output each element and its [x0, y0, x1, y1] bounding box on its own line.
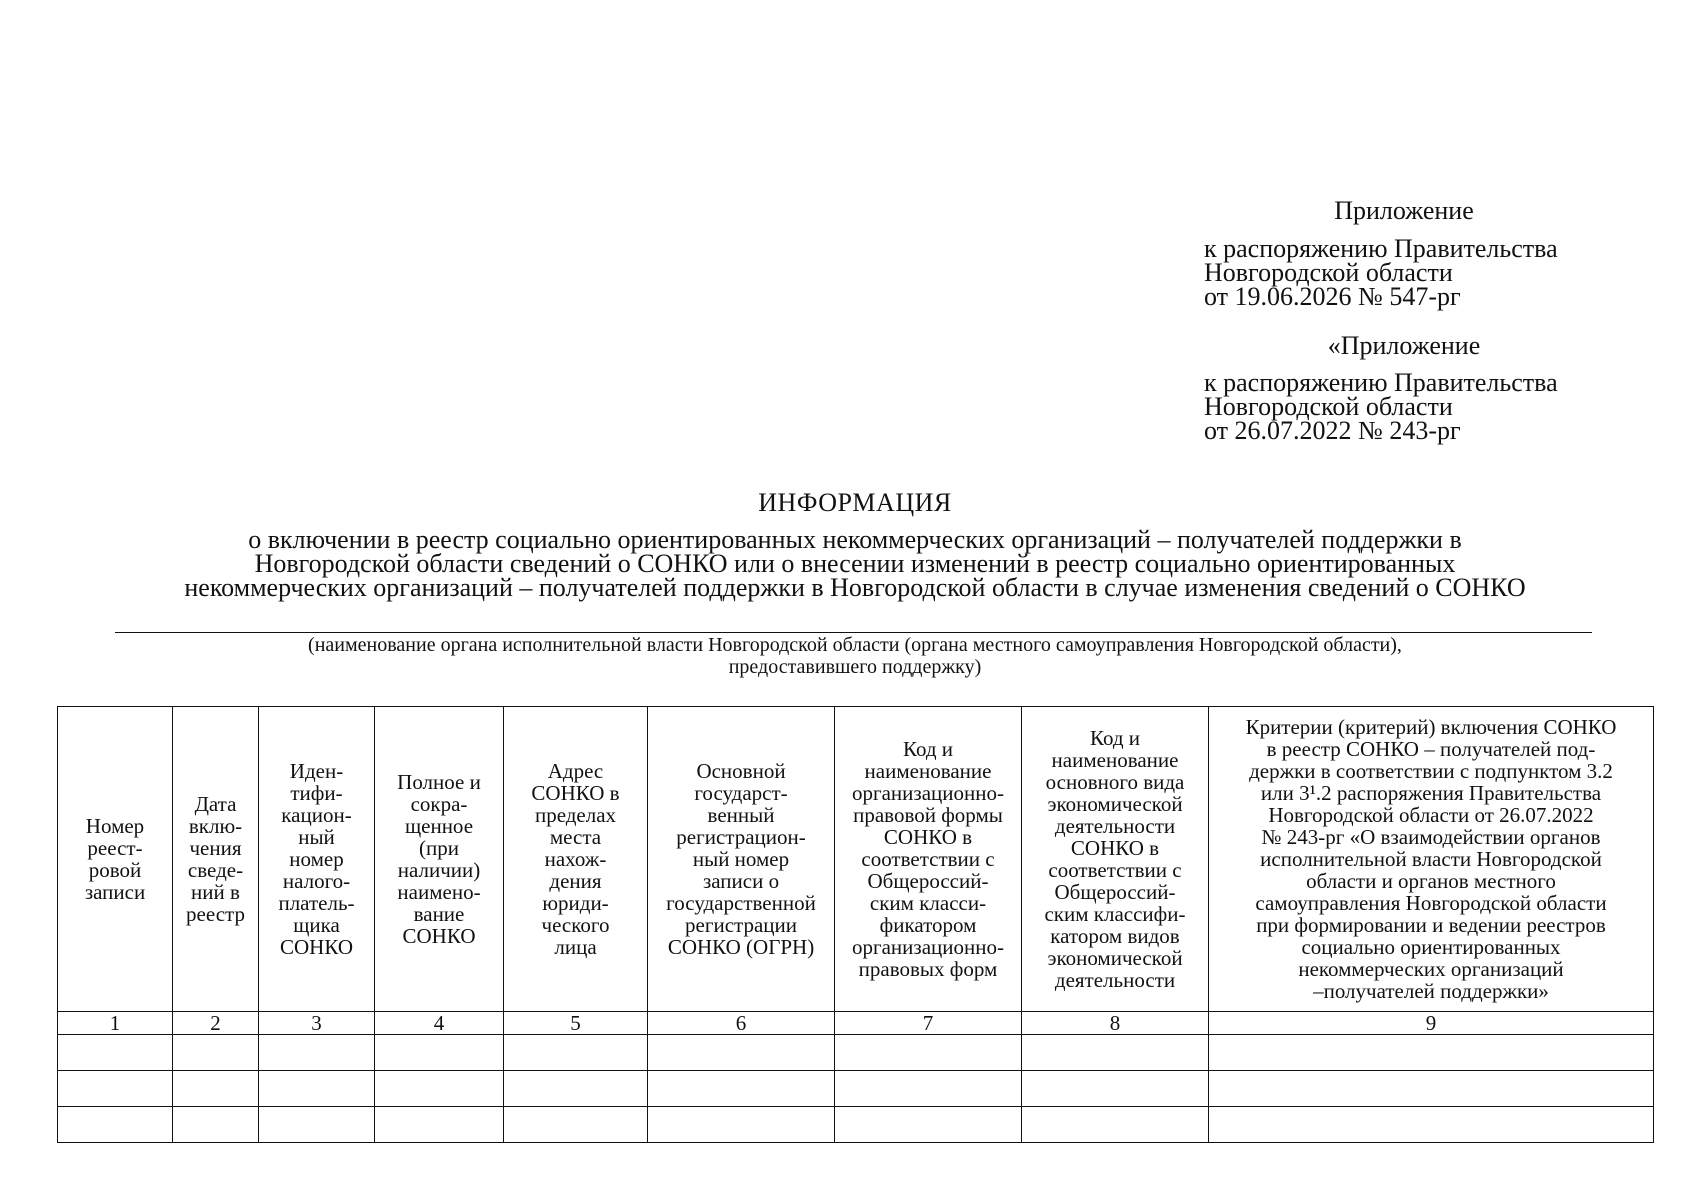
authority-caption-line: (наименование органа исполнительной власти Новгородской области (органа местного самоуправления Новгородской области), [308, 634, 1402, 656]
subtitle-line: некоммерческих организаций – получателей поддержки в Новгородской области в случае изменения сведений о СОНКО [184, 573, 1526, 602]
appendix-reference [1204, 234, 1644, 311]
table-cell [375, 1035, 504, 1071]
table-header-row [58, 707, 1654, 1012]
column-number: 4 [375, 1012, 504, 1035]
table-cell [1209, 1107, 1654, 1143]
column-number: 7 [835, 1012, 1022, 1035]
header-text: Иден- тифи- кацион- ный номер налого- платель- щика СОНКО [278, 759, 355, 959]
inner-appendix-heading: «Приложение [1327, 331, 1481, 360]
inner-appendix-reference-line: от 26.07.2022 № 243-рг [1204, 416, 1461, 445]
header-text: Критерии (критерий) включения СОНКО в реестр СОНКО – получателей под- держки в соответствии с подпунктом 3.2 или 3¹.2 распоряжения Правительства Новгородской области от 26.07.2022 № 243-рг «О взаимодействии органов исполнительной власти Новгородской области и органов местного самоуправления Новгородской области при формировании и ведении реестров социально ориентированных некоммерческих организаций –получателей поддержки» [1245, 715, 1617, 1003]
table-cell [835, 1107, 1022, 1143]
appendix-reference-line: от 19.06.2026 № 547-рг [1204, 282, 1461, 311]
header-okopf [835, 707, 1022, 1012]
inner-appendix-reference [1204, 368, 1644, 445]
table-cell [1209, 1071, 1654, 1107]
table-cell [1209, 1035, 1654, 1071]
inner-appendix-reference-line: к распоряжению Правительства [1204, 368, 1558, 397]
column-number: 6 [648, 1012, 835, 1035]
column-number: 1 [58, 1012, 173, 1035]
inner-appendix-reference-line: Новгородской области [1204, 392, 1453, 421]
column-number: 3 [259, 1012, 375, 1035]
table-cell [173, 1071, 259, 1107]
table-cell [1022, 1107, 1209, 1143]
column-number: 2 [173, 1012, 259, 1035]
table-cell [375, 1107, 504, 1143]
header-okved [1022, 707, 1209, 1012]
registry-table [57, 706, 1654, 1143]
table-cell [259, 1071, 375, 1107]
table-cell [1022, 1035, 1209, 1071]
header-criteria [1209, 707, 1654, 1012]
table-cell [259, 1107, 375, 1143]
document-subtitle [110, 525, 1600, 602]
table-cell [173, 1107, 259, 1143]
header-text: Адрес СОНКО в пределах места нахож- дения юриди- ческого лица [531, 759, 620, 959]
table-row [58, 1107, 1654, 1143]
table-cell [504, 1071, 648, 1107]
subtitle-line: Новгородской области сведений о СОНКО или о внесении изменений в реестр социально ориентированных [254, 549, 1456, 578]
header-record-number [58, 707, 173, 1012]
column-number: 5 [504, 1012, 648, 1035]
table-cell [375, 1071, 504, 1107]
table-cell [648, 1107, 835, 1143]
header-address [504, 707, 648, 1012]
table-cell [58, 1107, 173, 1143]
appendix-reference-line: к распоряжению Правительства [1204, 234, 1558, 263]
table-cell [648, 1071, 835, 1107]
column-number-row [58, 1012, 1654, 1035]
header-text: Код и наименование основного вида экономической деятельности СОНКО в соответствии с Общероссий- ским классифи- катором видов экономической деятельности [1044, 726, 1186, 992]
authority-caption-line: предоставившего поддержку) [728, 656, 982, 678]
table-cell [835, 1035, 1022, 1071]
subtitle-line: о включении в реестр социально ориентированных некоммерческих организаций – получателей поддержки в [248, 525, 1462, 554]
table-cell [504, 1107, 648, 1143]
header-text: Код и наименование организационно- правовой формы СОНКО в соответствии с Общероссий- ским класси- фикатором организационно- правовых форм [852, 737, 1004, 981]
header-inn [259, 707, 375, 1012]
table-cell [835, 1071, 1022, 1107]
table-cell [504, 1035, 648, 1071]
header-text: Основной государст- венный регистрацион- ный номер записи о государственной регистрации СОНКО (ОГРН) [666, 759, 816, 959]
table-cell [1022, 1071, 1209, 1107]
table-cell [259, 1035, 375, 1071]
appendix-heading: Приложение [1334, 196, 1474, 225]
header-text: Дата вклю- чения сведе- ний в реестр [186, 792, 245, 926]
table-cell [648, 1035, 835, 1071]
header-name [375, 707, 504, 1012]
table-row [58, 1035, 1654, 1071]
table-cell [58, 1071, 173, 1107]
table-cell [173, 1035, 259, 1071]
table-row [58, 1071, 1654, 1107]
appendix-reference-line: Новгородской области [1204, 258, 1453, 287]
header-ogrn [648, 707, 835, 1012]
header-text: Полное и сокра- щенное (при наличии) наимено- вание СОНКО [397, 770, 481, 948]
document-title: ИНФОРМАЦИЯ [758, 488, 952, 517]
column-number: 9 [1209, 1012, 1654, 1035]
header-text: Номер реест- ровой записи [84, 814, 146, 904]
column-number: 8 [1022, 1012, 1209, 1035]
table-cell [58, 1035, 173, 1071]
authority-caption [110, 634, 1600, 678]
authority-name-line [115, 632, 1592, 633]
header-inclusion-date [173, 707, 259, 1012]
